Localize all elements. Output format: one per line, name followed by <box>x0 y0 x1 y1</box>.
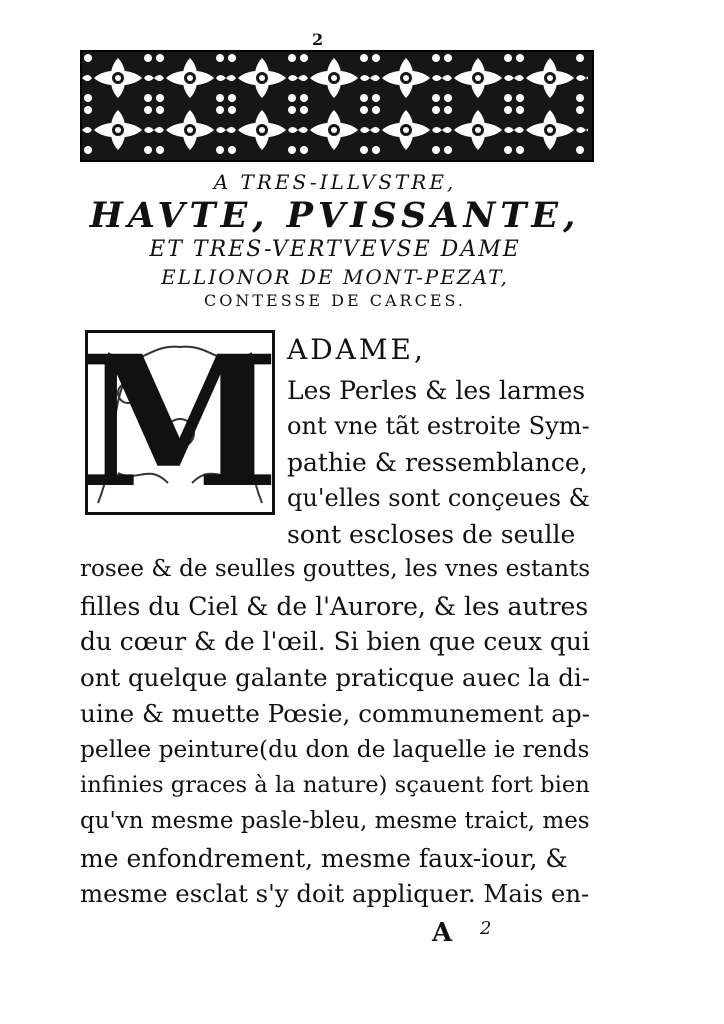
title-line: ET TRES-VERTVEVSE DAME <box>149 237 521 262</box>
text-line: infinies graces à la nature) sçauent fort bien <box>80 772 590 798</box>
text-line: mesme esclat s'y doit appliquer. Mais en- <box>80 879 590 908</box>
text-line: Les Perles & les larmes <box>287 376 586 405</box>
ornamental-header-band <box>80 50 594 162</box>
text-line: sont escloses de seulle <box>287 520 576 549</box>
signature-mark: A <box>432 918 453 948</box>
text-line: pellee peinture(du don de laquelle ie rends <box>80 736 590 763</box>
text-line: uine & muette Pœsie, communement ap- <box>80 699 590 728</box>
title-line: ELLIONOR DE MONT-PEZAT, <box>161 265 509 289</box>
text-line: me enfondrement, mesme faux-iour, & <box>80 844 568 873</box>
text-line: ont quelque galante praticque auec la di- <box>80 663 590 692</box>
text-line: qu'vn mesme pasle-bleu, mesme traict, mes <box>80 808 590 834</box>
top-mark: 2 <box>312 30 324 49</box>
title-line: A TRES-ILLVSTRE, <box>213 170 457 194</box>
text-line: rosee & de seulles gouttes, les vnes estants <box>80 556 591 582</box>
text-line: qu'elles sont conçeues & <box>287 484 590 512</box>
dedication-title <box>80 170 590 309</box>
text-line: filles du Ciel & de l'Aurore, & les autres <box>80 592 589 621</box>
text-line: du cœur & de l'œil. Si bien que ceux qui <box>80 627 590 656</box>
text-line: ont vne tãt estroite Sym- <box>287 412 590 440</box>
signature-number: 2 <box>480 918 492 939</box>
fleuron-pattern-icon <box>82 52 588 156</box>
text-line: pathie & ressemblance, <box>287 448 588 477</box>
decorated-initial <box>80 316 280 528</box>
title-line: CONTESSE DE CARCES. <box>204 291 466 310</box>
drop-cap-letter: M <box>80 316 280 528</box>
salutation: ADAME, <box>287 333 426 366</box>
title-line: HAVTE, PVISSANTE, <box>89 195 581 236</box>
